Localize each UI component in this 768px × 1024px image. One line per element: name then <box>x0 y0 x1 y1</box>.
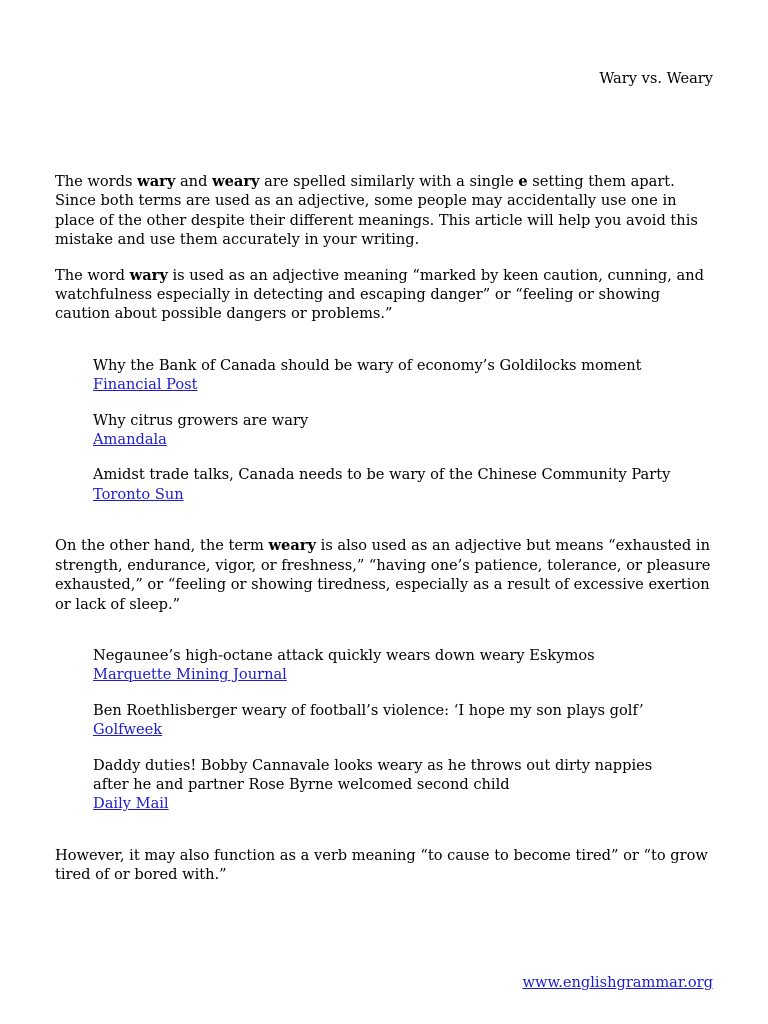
example-headline: Why the Bank of Canada should be wary of economy’s Goldilocks moment <box>93 356 642 374</box>
weary-def-term: weary <box>268 537 316 555</box>
example-headline: Why citrus growers are wary <box>93 411 309 429</box>
example-source-link[interactable]: Marquette Mining Journal <box>93 666 287 684</box>
example-source-link[interactable]: Amandala <box>93 431 167 449</box>
intro-letter-e: e <box>518 173 528 190</box>
weary-examples <box>55 646 715 814</box>
intro-paragraph <box>55 172 715 250</box>
weary-example-2 <box>93 701 715 740</box>
weary-def-text-2: is also used as an adjective but means “exhausted in strength, endurance, vigor, or freshness,” “having one’s patience, tolerance, or pleasure exhausted,” or “feeling or showing tiredness, especially as a result of excessive exertion or lack of sleep.” <box>55 537 711 613</box>
weary-def-text-1: On the other hand, the term <box>55 537 269 555</box>
intro-text-3: are spelled similarly with a single <box>259 173 519 190</box>
page-header-title: Wary vs. Weary <box>599 70 713 87</box>
example-source-link[interactable]: Daily Mail <box>93 795 169 813</box>
wary-def-text-1: The word <box>55 266 130 284</box>
example-headline: Negaunee’s high-octane attack quickly wears down weary Eskymos <box>93 646 595 664</box>
weary-example-1 <box>93 646 715 685</box>
example-source-link[interactable]: Golfweek <box>93 721 163 739</box>
intro-term-weary: weary <box>212 173 260 190</box>
example-headline: Daddy duties! Bobby Cannavale looks weary as he throws out dirty nappies after he and partner Rose Byrne welcomed second child <box>93 756 653 793</box>
wary-example-2 <box>93 411 715 450</box>
wary-example-1 <box>93 356 715 395</box>
wary-def-term: wary <box>129 266 168 284</box>
example-headline: Ben Roethlisberger weary of football’s violence: ‘I hope my son plays golf’ <box>93 701 644 719</box>
example-source-link[interactable]: Financial Post <box>93 376 198 394</box>
intro-text-4: setting them apart. Since both terms are used as an adjective, some people may accidentally use one in place of the other despite their different meanings. This article will help you avoid this mistake and use them accurately in your writing. <box>55 173 698 249</box>
article-body <box>55 172 715 885</box>
intro-text-1: The words <box>55 173 138 190</box>
wary-def-text-2: is used as an adjective meaning “marked by keen caution, cunning, and watchfulness especially in detecting and escaping danger” or “feeling or showing caution about possible dangers or problems.” <box>55 266 704 323</box>
wary-example-3 <box>93 465 715 504</box>
wary-examples <box>55 356 715 504</box>
intro-text-2: and <box>175 173 213 190</box>
weary-definition-paragraph <box>55 536 715 614</box>
example-source-link[interactable]: Toronto Sun <box>93 485 184 503</box>
footer-site-link[interactable]: www.englishgrammar.org <box>522 974 713 991</box>
verb-definition-paragraph: However, it may also function as a verb meaning “to cause to become tired” or “to grow tired of or bored with.” <box>55 846 708 884</box>
intro-term-wary: wary <box>137 173 176 190</box>
wary-definition-paragraph <box>55 266 715 324</box>
example-headline: Amidst trade talks, Canada needs to be wary of the Chinese Community Party <box>93 466 671 484</box>
weary-example-3 <box>93 756 715 814</box>
